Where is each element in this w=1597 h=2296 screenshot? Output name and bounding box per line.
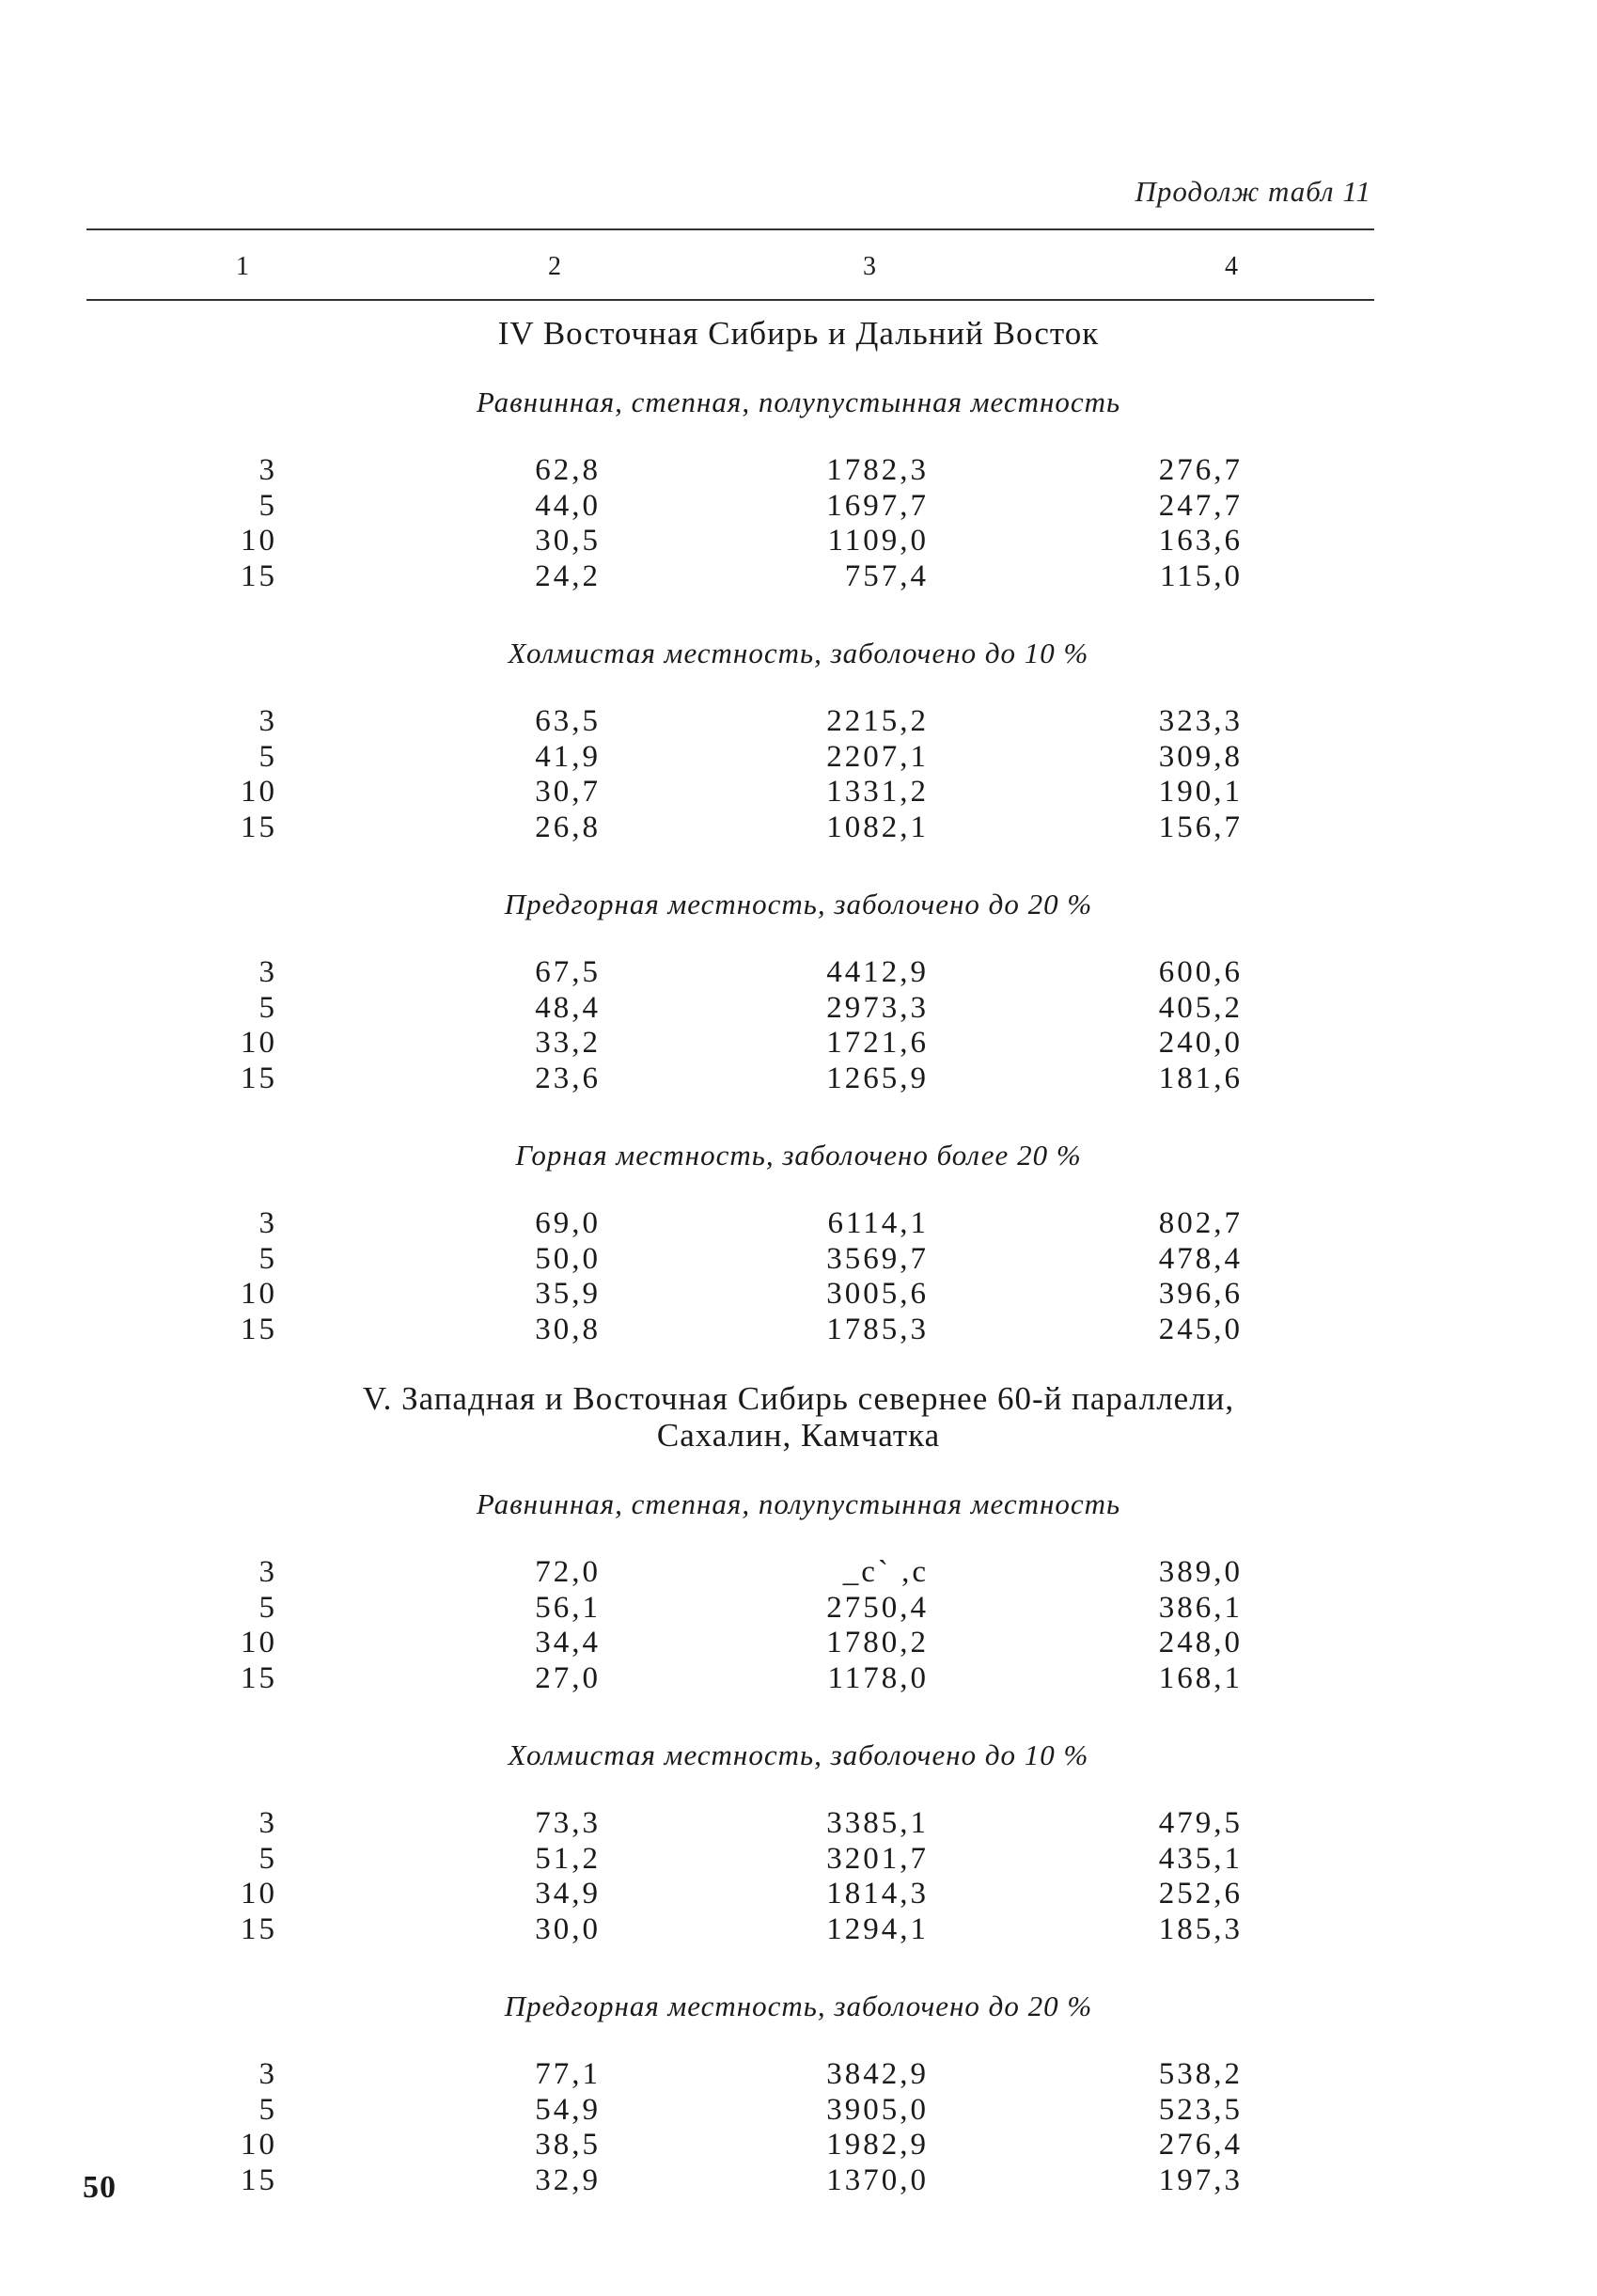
table-cell-col1: 5 <box>258 990 277 1025</box>
table-cell-col3: 3905,0 <box>826 2092 929 2127</box>
table-cell-col4: 156,7 <box>1158 810 1243 844</box>
table-cell-col4: 478,4 <box>1158 1241 1243 1276</box>
table-cell-col2: 23,6 <box>535 1061 601 1095</box>
table-cell-col1: 15 <box>241 558 277 593</box>
table-cell-col1: 3 <box>258 1806 277 1840</box>
table-cell-col2: 30,8 <box>535 1312 601 1346</box>
table-cell-col3: 2215,2 <box>826 704 929 738</box>
table-cell-col3: 3842,9 <box>826 2057 929 2091</box>
table-cell-col2: 35,9 <box>535 1277 601 1311</box>
section-title-line: V. Западная и Восточная Сибирь севернее 60-й параллели, <box>362 1380 1235 1417</box>
table-cell-col4: 168,1 <box>1158 1660 1243 1695</box>
table-cell-col3: 3005,6 <box>826 1277 929 1311</box>
table-cell-col3: 1082,1 <box>826 810 929 844</box>
table-cell-col3: 1721,6 <box>826 1026 929 1060</box>
table-cell-col2: 30,7 <box>535 775 601 809</box>
table-cell-col2: 77,1 <box>535 2057 601 2091</box>
table-cell-col1: 10 <box>241 524 277 558</box>
table-cell-col1: 5 <box>258 1241 277 1276</box>
table-cell-col2: 38,5 <box>535 2128 601 2162</box>
table-cell-col1: 10 <box>241 1026 277 1060</box>
table-cell-col4: 245,0 <box>1158 1312 1243 1346</box>
table-cell-col4: 389,0 <box>1158 1555 1243 1589</box>
table-cell-col2: 34,4 <box>535 1626 601 1659</box>
table-cell-col1: 10 <box>241 775 277 809</box>
section-title <box>0 1380 1597 1454</box>
table-cell-col2: 56,1 <box>535 1590 601 1625</box>
table-cell-col3: 3385,1 <box>826 1806 929 1840</box>
table-cell-col3: 3569,7 <box>826 1241 929 1276</box>
section-title <box>0 315 1597 352</box>
table-cell-col1: 15 <box>241 1911 277 1946</box>
table-cell-col3: 1697,7 <box>826 488 929 523</box>
table-cell-col4: 240,0 <box>1158 1026 1243 1060</box>
column-header-3: 3 <box>863 252 876 281</box>
table-cell-col3: 1814,3 <box>826 1877 929 1911</box>
table-cell-col3: 2750,4 <box>826 1590 929 1625</box>
table-cell-col4: 190,1 <box>1158 775 1243 809</box>
column-header-2: 2 <box>548 252 561 281</box>
table-cell-col2: 51,2 <box>535 1841 601 1876</box>
table-cell-col1: 15 <box>241 810 277 844</box>
table-cell-col2: 44,0 <box>535 488 601 523</box>
table-cell-col2: 27,0 <box>535 1660 601 1695</box>
table-cell-col1: 3 <box>258 704 277 738</box>
table-cell-col2: 62,8 <box>535 453 601 487</box>
group-subtitle: Равнинная, степная, полупустынная местность <box>476 1487 1121 1520</box>
table-cell-col2: 73,3 <box>535 1806 601 1840</box>
table-cell-col3: 1785,3 <box>826 1312 929 1346</box>
table-continuation-label: Продолж табл 11 <box>1135 175 1371 208</box>
table-cell-col3: 757,4 <box>844 558 929 593</box>
table-cell-col1: 5 <box>258 2092 277 2127</box>
table-cell-col3: 1982,9 <box>826 2128 929 2162</box>
table-header-rule <box>86 299 1374 301</box>
table-cell-col4: 197,3 <box>1158 2162 1243 2197</box>
table-cell-col1: 5 <box>258 1590 277 1625</box>
table-cell-col4: 276,7 <box>1158 453 1243 487</box>
group-subtitle: Предгорная местность, заболочено до 20 % <box>504 888 1093 920</box>
table-cell-col3: 6114,1 <box>827 1206 929 1240</box>
table-cell-col2: 69,0 <box>535 1206 601 1240</box>
table-cell-col4: 323,3 <box>1158 704 1243 738</box>
table-cell-col1: 5 <box>258 488 277 523</box>
table-cell-col4: 405,2 <box>1158 990 1243 1025</box>
table-cell-col1: 10 <box>241 1277 277 1311</box>
table-cell-col2: 41,9 <box>535 739 601 774</box>
group-subtitle: Предгорная местность, заболочено до 20 % <box>504 1989 1093 2022</box>
table-cell-col4: 185,3 <box>1158 1911 1243 1946</box>
table-cell-col4: 115,0 <box>1159 558 1243 593</box>
table-cell-col2: 67,5 <box>535 955 601 989</box>
table-cell-col2: 48,4 <box>535 990 601 1025</box>
table-cell-col2: 54,9 <box>535 2092 601 2127</box>
column-header-4: 4 <box>1225 252 1238 281</box>
table-cell-col2: 24,2 <box>535 558 601 593</box>
table-cell-col4: 181,6 <box>1158 1061 1243 1095</box>
table-cell-col1: 15 <box>241 1312 277 1346</box>
table-cell-col4: 386,1 <box>1158 1590 1243 1625</box>
table-cell-col3: 3201,7 <box>826 1841 929 1876</box>
table-cell-col4: 523,5 <box>1158 2092 1243 2127</box>
table-cell-col2: 30,5 <box>535 524 601 558</box>
table-cell-col4: 600,6 <box>1158 955 1243 989</box>
table-cell-col2: 34,9 <box>535 1877 601 1911</box>
table-cell-col1: 10 <box>241 2128 277 2162</box>
table-cell-col2: 32,9 <box>535 2162 601 2197</box>
table-cell-col1: 10 <box>241 1626 277 1659</box>
table-cell-col1: 5 <box>258 739 277 774</box>
group-subtitle: Горная местность, заболочено более 20 % <box>515 1139 1082 1172</box>
table-cell-col1: 3 <box>258 1555 277 1589</box>
column-header-1: 1 <box>236 252 249 281</box>
table-cell-col3: 1780,2 <box>826 1626 929 1659</box>
table-cell-col1: 5 <box>258 1841 277 1876</box>
table-cell-col4: 396,6 <box>1158 1277 1243 1311</box>
table-cell-col2: 30,0 <box>535 1911 601 1946</box>
table-cell-col4: 276,4 <box>1158 2128 1243 2162</box>
group-subtitle: Равнинная, степная, полупустынная местность <box>476 385 1121 418</box>
table-cell-col4: 479,5 <box>1158 1806 1243 1840</box>
table-cell-col2: 63,5 <box>535 704 601 738</box>
table-cell-col4: 435,1 <box>1158 1841 1243 1876</box>
table-cell-col4: 538,2 <box>1158 2057 1243 2091</box>
table-cell-col3: 2207,1 <box>826 739 929 774</box>
section-title-line: IV Восточная Сибирь и Дальний Восток <box>497 315 1100 352</box>
section-title-line: Сахалин, Камчатка <box>656 1417 941 1454</box>
table-cell-col1: 10 <box>241 1877 277 1911</box>
table-cell-col1: 15 <box>241 2162 277 2197</box>
table-cell-col4: 247,7 <box>1158 488 1243 523</box>
table-cell-col2: 26,8 <box>535 810 601 844</box>
table-cell-col4: 252,6 <box>1158 1877 1243 1911</box>
table-cell-col2: 72,0 <box>535 1555 601 1589</box>
table-cell-col4: 163,6 <box>1158 524 1243 558</box>
table-cell-col2: 33,2 <box>535 1026 601 1060</box>
table-cell-col3: 1265,9 <box>826 1061 929 1095</box>
table-cell-col1: 3 <box>258 453 277 487</box>
table-top-rule <box>86 228 1374 230</box>
table-cell-col3: 1370,0 <box>826 2162 929 2197</box>
table-cell-col4: 248,0 <box>1158 1626 1243 1659</box>
group-subtitle: Холмистая местность, заболочено до 10 % <box>508 1738 1089 1771</box>
table-cell-col1: 15 <box>241 1660 277 1695</box>
table-cell-col1: 3 <box>258 955 277 989</box>
table-cell-col2: 50,0 <box>535 1241 601 1276</box>
group-subtitle: Холмистая местность, заболочено до 10 % <box>508 637 1089 669</box>
table-cell-col1: 3 <box>258 1206 277 1240</box>
table-cell-col1: 15 <box>241 1061 277 1095</box>
table-cell-col3: 2973,3 <box>826 990 929 1025</box>
table-cell-col4: 309,8 <box>1158 739 1243 774</box>
table-cell-col3: 1178,0 <box>827 1660 929 1695</box>
table-cell-col3: 1109,0 <box>827 524 929 558</box>
table-cell-col3: 1782,3 <box>826 453 929 487</box>
table-cell-col3: 4412,9 <box>826 955 929 989</box>
table-cell-col1: 3 <box>258 2057 277 2091</box>
table-cell-col3: _с` ,с <box>842 1555 929 1589</box>
table-cell-col3: 1331,2 <box>826 775 929 809</box>
table-cell-col3: 1294,1 <box>826 1911 929 1946</box>
table-cell-col4: 802,7 <box>1158 1206 1243 1240</box>
page-number: 50 <box>83 2170 117 2205</box>
